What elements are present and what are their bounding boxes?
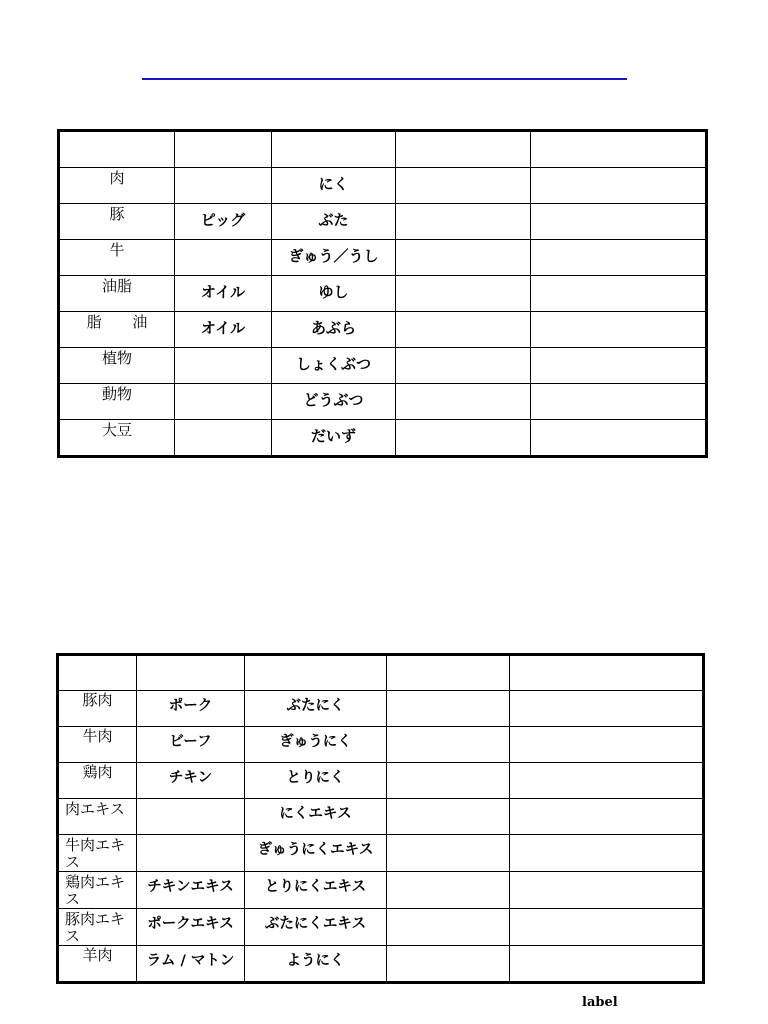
- hiragana-cell: とりにく: [286, 770, 345, 786]
- table-row: [58, 835, 704, 872]
- table-cell: [58, 872, 137, 909]
- table-cell: [59, 348, 175, 384]
- table-cell: [387, 835, 510, 872]
- table-cell: [137, 655, 245, 691]
- kanji-cell: 肉エキス: [65, 800, 125, 818]
- hiragana-cell: あぶら: [310, 319, 356, 337]
- table-cell: [137, 691, 245, 727]
- table-cell: [245, 763, 387, 799]
- table-cell: [387, 799, 510, 835]
- kanji-cell: 鶏肉: [82, 763, 113, 781]
- table-cell: [59, 204, 175, 240]
- table-cell: [175, 240, 272, 276]
- table-row: [59, 348, 707, 384]
- table-row: [58, 727, 704, 763]
- table-cell: [272, 240, 396, 276]
- blank-cell: [510, 656, 702, 664]
- table-cell: [58, 691, 137, 727]
- blank-cell: [396, 132, 530, 141]
- table-cell: [396, 312, 531, 348]
- table-cell: [59, 240, 175, 276]
- blank-cell: [510, 946, 702, 954]
- katakana-cell: チキンエキス: [147, 879, 234, 895]
- katakana-cell: [175, 420, 271, 429]
- kanji-cell: 脂 油: [86, 313, 148, 331]
- kanji-cell: 豚: [109, 205, 125, 223]
- hiragana-cell: にく: [318, 175, 349, 193]
- kanji-cell: 牛肉: [82, 727, 113, 745]
- hiragana-cell: [272, 132, 395, 141]
- katakana-cell: [175, 348, 271, 357]
- katakana-cell: ポーク: [168, 698, 213, 714]
- hiragana-cell: [245, 656, 386, 664]
- table-row: [58, 909, 704, 946]
- table-cell: [137, 799, 245, 835]
- hiragana-cell: ぶたにく: [286, 698, 345, 714]
- blank-cell: [531, 420, 705, 429]
- blank-cell: [531, 132, 705, 141]
- table-cell: [396, 168, 531, 204]
- table-cell: [272, 131, 396, 168]
- blank-cell: [510, 799, 702, 807]
- table-cell: [387, 872, 510, 909]
- blank-cell: [387, 872, 509, 880]
- table-cell: [58, 946, 137, 983]
- table-cell: [387, 763, 510, 799]
- table-cell: [272, 168, 396, 204]
- table-cell: [245, 835, 387, 872]
- table-cell: [175, 131, 272, 168]
- table-cell: [531, 312, 707, 348]
- table-cell: [175, 168, 272, 204]
- katakana-cell: [137, 835, 244, 843]
- table-cell: [272, 348, 396, 384]
- table-row: [59, 240, 707, 276]
- table-row: [59, 204, 707, 240]
- table-cell: [396, 420, 531, 457]
- header-rule: [142, 78, 627, 80]
- hiragana-cell: にくエキス: [279, 806, 352, 822]
- table-cell: [272, 420, 396, 457]
- hiragana-cell: ぶたにくエキス: [264, 916, 367, 932]
- katakana-cell: ポークエキス: [147, 916, 234, 932]
- table-row: [58, 763, 704, 799]
- kanji-cell: [60, 132, 174, 135]
- table-row: [59, 312, 707, 348]
- footer-label: label: [582, 995, 618, 1010]
- blank-cell: [510, 835, 702, 843]
- blank-cell: [387, 656, 509, 664]
- kanji-cell: 動物: [101, 385, 132, 403]
- hiragana-cell: ぶた: [318, 211, 349, 229]
- blank-cell: [531, 348, 705, 357]
- table-cell: [272, 276, 396, 312]
- table-cell: [396, 276, 531, 312]
- table-cell: [175, 276, 272, 312]
- table-cell: [387, 691, 510, 727]
- table-cell: [387, 909, 510, 946]
- table-cell: [58, 727, 137, 763]
- hiragana-cell: ようにく: [286, 953, 345, 969]
- table-cell: [59, 312, 175, 348]
- blank-cell: [396, 168, 530, 177]
- table-cell: [531, 384, 707, 420]
- blank-cell: [531, 312, 705, 321]
- table-cell: [175, 420, 272, 457]
- table-cell: [59, 276, 175, 312]
- table-cell: [175, 312, 272, 348]
- table-cell: [137, 763, 245, 799]
- blank-cell: [531, 384, 705, 393]
- table-cell: [137, 946, 245, 983]
- table-row: [58, 799, 704, 835]
- blank-cell: [396, 204, 530, 213]
- table-cell: [510, 872, 704, 909]
- blank-cell: [510, 909, 702, 917]
- table-cell: [531, 276, 707, 312]
- blank-cell: [387, 691, 509, 699]
- table-cell: [387, 727, 510, 763]
- katakana-cell: ピッグ: [200, 211, 246, 229]
- blank-cell: [387, 946, 509, 954]
- table-cell: [175, 348, 272, 384]
- kanji-cell: 肉: [109, 169, 125, 187]
- hiragana-cell: ぎゅう／うし: [288, 247, 379, 265]
- table-cell: [137, 872, 245, 909]
- hiragana-cell: しょくぶつ: [295, 355, 371, 373]
- table-cell: [137, 835, 245, 872]
- kanji-cell: [59, 656, 136, 658]
- blank-cell: [387, 835, 509, 843]
- table-cell: [59, 420, 175, 457]
- blank-cell: [387, 799, 509, 807]
- katakana-cell: [175, 240, 271, 249]
- table-cell: [510, 835, 704, 872]
- table-cell: [531, 204, 707, 240]
- table-cell: [396, 384, 531, 420]
- katakana-cell: [137, 799, 244, 807]
- katakana-cell: [175, 384, 271, 393]
- kanji-cell: 豚肉: [82, 691, 113, 709]
- hiragana-cell: だいず: [310, 427, 356, 445]
- blank-cell: [396, 276, 530, 285]
- katakana-cell: [137, 656, 244, 664]
- blank-cell: [510, 872, 702, 880]
- table-cell: [58, 835, 137, 872]
- table-row: [58, 946, 704, 983]
- blank-cell: [396, 384, 530, 393]
- hiragana-cell: どうぶつ: [303, 391, 364, 409]
- table-cell: [272, 204, 396, 240]
- table-cell: [175, 384, 272, 420]
- table-cell: [387, 655, 510, 691]
- kanji-cell: 油脂: [101, 277, 132, 295]
- blank-cell: [396, 348, 530, 357]
- blank-cell: [531, 240, 705, 249]
- table-cell: [396, 204, 531, 240]
- hiragana-cell: とりにくエキス: [264, 879, 367, 895]
- blank-cell: [531, 276, 705, 285]
- table-cell: [137, 909, 245, 946]
- katakana-cell: オイル: [200, 319, 246, 337]
- table-cell: [510, 763, 704, 799]
- kanji-cell: 大豆: [101, 421, 132, 439]
- table-cell: [272, 312, 396, 348]
- hiragana-cell: ぎゅうにく: [279, 734, 352, 750]
- table-header-row: [58, 655, 704, 691]
- table-cell: [510, 946, 704, 983]
- ingredients-table-basic: [57, 129, 708, 458]
- blank-cell: [387, 727, 509, 735]
- blank-cell: [387, 763, 509, 771]
- blank-cell: [387, 909, 509, 917]
- table-cell: [245, 872, 387, 909]
- blank-cell: [396, 420, 530, 429]
- table-cell: [58, 655, 137, 691]
- kanji-cell: 牛肉エキス: [65, 836, 126, 871]
- table-cell: [245, 727, 387, 763]
- table-row: [59, 168, 707, 204]
- blank-cell: [510, 691, 702, 699]
- table-row: [59, 420, 707, 457]
- table-cell: [137, 727, 245, 763]
- table-cell: [245, 691, 387, 727]
- table-cell: [510, 691, 704, 727]
- table-cell: [387, 946, 510, 983]
- kanji-cell: 鶏肉エキス: [65, 873, 126, 908]
- table-cell: [272, 384, 396, 420]
- table-row: [58, 691, 704, 727]
- table-cell: [175, 204, 272, 240]
- table-cell: [245, 799, 387, 835]
- hiragana-cell: ぎゅうにくエキス: [257, 842, 374, 858]
- table-cell: [245, 946, 387, 983]
- blank-cell: [510, 727, 702, 735]
- table-cell: [58, 763, 137, 799]
- katakana-cell: チキン: [168, 770, 213, 786]
- table-cell: [245, 655, 387, 691]
- table-cell: [510, 799, 704, 835]
- table-cell: [531, 420, 707, 457]
- table-cell: [59, 131, 175, 168]
- blank-cell: [396, 240, 530, 249]
- katakana-cell: ラム / マトン: [146, 953, 235, 969]
- blank-cell: [396, 312, 530, 321]
- katakana-cell: [175, 168, 271, 177]
- table-cell: [245, 909, 387, 946]
- table-cell: [58, 909, 137, 946]
- table-cell: [396, 348, 531, 384]
- table-header-row: [59, 131, 707, 168]
- blank-cell: [510, 763, 702, 771]
- table-cell: [396, 131, 531, 168]
- katakana-cell: ビーフ: [169, 734, 212, 750]
- blank-cell: [531, 204, 705, 213]
- kanji-cell: 牛: [109, 241, 125, 259]
- katakana-cell: [175, 132, 271, 141]
- table-cell: [531, 168, 707, 204]
- kanji-cell: 豚肉エキス: [65, 910, 126, 945]
- table-row: [59, 384, 707, 420]
- table-cell: [531, 131, 707, 168]
- hiragana-cell: ゆし: [318, 283, 349, 301]
- table-cell: [58, 799, 137, 835]
- table-row: [58, 872, 704, 909]
- table-cell: [510, 909, 704, 946]
- table-cell: [531, 240, 707, 276]
- kanji-cell: 羊肉: [82, 946, 113, 964]
- table-cell: [59, 168, 175, 204]
- ingredients-table-meat: [56, 653, 705, 984]
- katakana-cell: オイル: [200, 283, 246, 301]
- table-row: [59, 276, 707, 312]
- table-cell: [396, 240, 531, 276]
- blank-cell: [531, 168, 705, 177]
- table-cell: [531, 348, 707, 384]
- table-cell: [510, 727, 704, 763]
- kanji-cell: 植物: [101, 349, 132, 367]
- table-cell: [59, 384, 175, 420]
- table-cell: [510, 655, 704, 691]
